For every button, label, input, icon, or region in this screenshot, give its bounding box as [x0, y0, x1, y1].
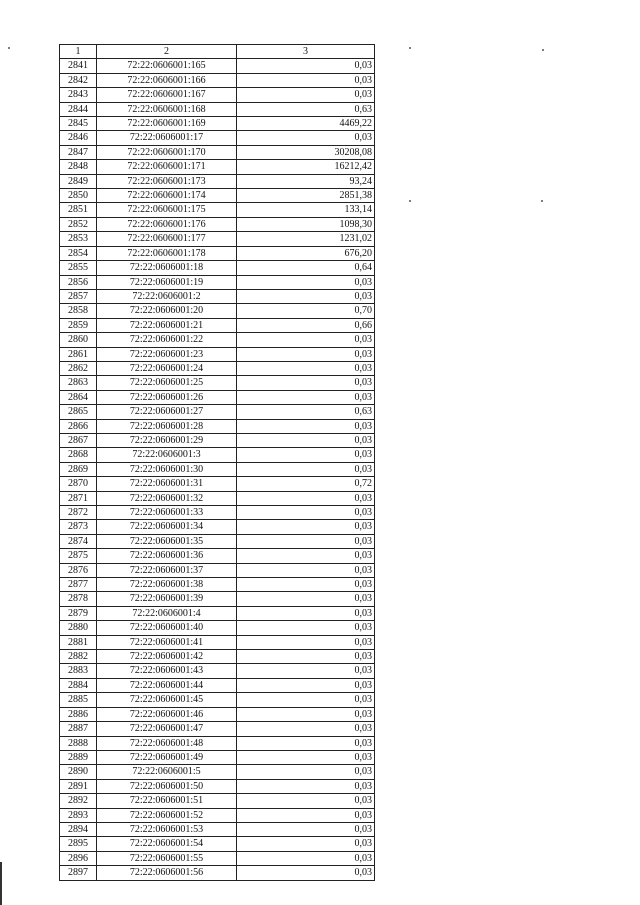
area-value: 0,03 [237, 491, 375, 505]
table-row [60, 693, 375, 707]
cadastral-number: 72:22:0606001:40 [97, 621, 237, 635]
cadastral-number: 72:22:0606001:53 [97, 822, 237, 836]
row-number: 2887 [60, 722, 97, 736]
cadastral-number: 72:22:0606001:176 [97, 217, 237, 231]
area-value: 0,63 [237, 102, 375, 116]
row-number: 2872 [60, 506, 97, 520]
table-row [60, 794, 375, 808]
table-row [60, 261, 375, 275]
row-number: 2883 [60, 664, 97, 678]
row-number: 2854 [60, 246, 97, 260]
area-value: 0,03 [237, 462, 375, 476]
row-number: 2857 [60, 289, 97, 303]
cadastral-number: 72:22:0606001:47 [97, 722, 237, 736]
header-row [60, 45, 375, 59]
table-row [60, 520, 375, 534]
scan-speck [541, 200, 543, 202]
scan-speck [409, 47, 411, 49]
area-value: 0,03 [237, 822, 375, 836]
row-number: 2894 [60, 822, 97, 836]
cadastral-number: 72:22:0606001:177 [97, 232, 237, 246]
cadastral-number: 72:22:0606001:42 [97, 650, 237, 664]
row-number: 2879 [60, 606, 97, 620]
row-number: 2858 [60, 304, 97, 318]
table-row [60, 102, 375, 116]
table-row [60, 837, 375, 851]
table-row [60, 88, 375, 102]
area-value: 0,03 [237, 592, 375, 606]
row-number: 2844 [60, 102, 97, 116]
area-value: 0,03 [237, 851, 375, 865]
row-number: 2881 [60, 635, 97, 649]
area-value: 0,03 [237, 448, 375, 462]
row-number: 2868 [60, 448, 97, 462]
scan-speck [542, 49, 544, 51]
area-value: 0,03 [237, 736, 375, 750]
cadastral-number: 72:22:0606001:17 [97, 131, 237, 145]
table-row [60, 822, 375, 836]
table-row [60, 808, 375, 822]
cadastral-number: 72:22:0606001:41 [97, 635, 237, 649]
cadastral-number: 72:22:0606001:23 [97, 347, 237, 361]
row-number: 2888 [60, 736, 97, 750]
area-value: 133,14 [237, 203, 375, 217]
area-value: 0,03 [237, 506, 375, 520]
table-row [60, 462, 375, 476]
row-number: 2850 [60, 189, 97, 203]
row-number: 2848 [60, 160, 97, 174]
table-row [60, 635, 375, 649]
cadastral-number: 72:22:0606001:5 [97, 765, 237, 779]
cadastral-number: 72:22:0606001:38 [97, 578, 237, 592]
area-value: 0,03 [237, 131, 375, 145]
cadastral-number: 72:22:0606001:29 [97, 433, 237, 447]
cadastral-number: 72:22:0606001:54 [97, 837, 237, 851]
table-row [60, 779, 375, 793]
header-col-2: 2 [97, 45, 237, 59]
area-value: 0,03 [237, 750, 375, 764]
area-value: 0,03 [237, 549, 375, 563]
cadastral-number: 72:22:0606001:3 [97, 448, 237, 462]
cadastral-number: 72:22:0606001:173 [97, 174, 237, 188]
table-row [60, 851, 375, 865]
area-value: 0,03 [237, 606, 375, 620]
area-value: 0,03 [237, 433, 375, 447]
row-number: 2865 [60, 405, 97, 419]
cadastral-number: 72:22:0606001:35 [97, 534, 237, 548]
area-value: 0,03 [237, 289, 375, 303]
cadastral-number: 72:22:0606001:21 [97, 318, 237, 332]
header-col-3: 3 [237, 45, 375, 59]
row-number: 2884 [60, 678, 97, 692]
row-number: 2880 [60, 621, 97, 635]
table-row [60, 405, 375, 419]
table-row [60, 621, 375, 635]
area-value: 0,03 [237, 707, 375, 721]
table-row [60, 750, 375, 764]
cadastral-number: 72:22:0606001:43 [97, 664, 237, 678]
area-value: 0,70 [237, 304, 375, 318]
cadastral-number: 72:22:0606001:25 [97, 376, 237, 390]
table-row [60, 145, 375, 159]
cadastral-number: 72:22:0606001:46 [97, 707, 237, 721]
row-number: 2855 [60, 261, 97, 275]
table-row [60, 433, 375, 447]
area-value: 0,03 [237, 794, 375, 808]
table-row [60, 707, 375, 721]
table-row [60, 650, 375, 664]
row-number: 2853 [60, 232, 97, 246]
area-value: 0,03 [237, 347, 375, 361]
table-row [60, 304, 375, 318]
row-number: 2862 [60, 361, 97, 375]
table-row [60, 578, 375, 592]
row-number: 2876 [60, 563, 97, 577]
area-value: 0,03 [237, 578, 375, 592]
area-value: 1098,30 [237, 217, 375, 231]
cadastral-number: 72:22:0606001:22 [97, 333, 237, 347]
area-value: 0,03 [237, 361, 375, 375]
table-row [60, 318, 375, 332]
table-row [60, 189, 375, 203]
cadastral-number: 72:22:0606001:18 [97, 261, 237, 275]
scan-speck [409, 200, 411, 202]
row-number: 2864 [60, 390, 97, 404]
cadastral-number: 72:22:0606001:169 [97, 117, 237, 131]
table-row [60, 376, 375, 390]
row-number: 2851 [60, 203, 97, 217]
cadastral-number: 72:22:0606001:31 [97, 477, 237, 491]
table-row [60, 289, 375, 303]
table-row [60, 174, 375, 188]
table-row [60, 347, 375, 361]
area-value: 93,24 [237, 174, 375, 188]
row-number: 2849 [60, 174, 97, 188]
area-value: 0,03 [237, 765, 375, 779]
row-number: 2859 [60, 318, 97, 332]
area-value: 0,03 [237, 419, 375, 433]
area-value: 1231,02 [237, 232, 375, 246]
cadastral-number: 72:22:0606001:44 [97, 678, 237, 692]
row-number: 2871 [60, 491, 97, 505]
cadastral-number: 72:22:0606001:170 [97, 145, 237, 159]
row-number: 2897 [60, 866, 97, 880]
table-row [60, 491, 375, 505]
cadastral-number: 72:22:0606001:4 [97, 606, 237, 620]
cadastral-number: 72:22:0606001:36 [97, 549, 237, 563]
area-value: 0,03 [237, 534, 375, 548]
row-number: 2852 [60, 217, 97, 231]
area-value: 0,03 [237, 520, 375, 534]
area-value: 0,03 [237, 808, 375, 822]
table-row [60, 606, 375, 620]
table-row [60, 160, 375, 174]
area-value: 0,03 [237, 650, 375, 664]
row-number: 2870 [60, 477, 97, 491]
area-value: 2851,38 [237, 189, 375, 203]
row-number: 2892 [60, 794, 97, 808]
row-number: 2891 [60, 779, 97, 793]
row-number: 2842 [60, 73, 97, 87]
cadastral-number: 72:22:0606001:52 [97, 808, 237, 822]
table-row [60, 678, 375, 692]
row-number: 2845 [60, 117, 97, 131]
scan-speck [8, 47, 10, 49]
table-row [60, 117, 375, 131]
cadastral-number: 72:22:0606001:165 [97, 59, 237, 73]
header-col-1: 1 [60, 45, 97, 59]
area-value: 0,03 [237, 275, 375, 289]
row-number: 2861 [60, 347, 97, 361]
row-number: 2841 [60, 59, 97, 73]
area-value: 0,64 [237, 261, 375, 275]
area-value: 0,63 [237, 405, 375, 419]
row-number: 2869 [60, 462, 97, 476]
cadastral-number: 72:22:0606001:166 [97, 73, 237, 87]
scan-edge-mark [0, 862, 2, 905]
table-row [60, 563, 375, 577]
area-value: 16212,42 [237, 160, 375, 174]
area-value: 30208,08 [237, 145, 375, 159]
row-number: 2860 [60, 333, 97, 347]
cadastral-number: 72:22:0606001:26 [97, 390, 237, 404]
cadastral-number: 72:22:0606001:34 [97, 520, 237, 534]
table-row [60, 390, 375, 404]
row-number: 2856 [60, 275, 97, 289]
row-number: 2847 [60, 145, 97, 159]
table-row [60, 506, 375, 520]
row-number: 2873 [60, 520, 97, 534]
table-row [60, 549, 375, 563]
table-row [60, 722, 375, 736]
cadastral-number: 72:22:0606001:19 [97, 275, 237, 289]
area-value: 0,03 [237, 693, 375, 707]
area-value: 0,03 [237, 722, 375, 736]
row-number: 2886 [60, 707, 97, 721]
area-value: 0,72 [237, 477, 375, 491]
table-row [60, 765, 375, 779]
cadastral-number: 72:22:0606001:174 [97, 189, 237, 203]
cadastral-number: 72:22:0606001:30 [97, 462, 237, 476]
row-number: 2874 [60, 534, 97, 548]
area-value: 0,03 [237, 59, 375, 73]
table-row [60, 73, 375, 87]
table-row [60, 736, 375, 750]
area-value: 4469,22 [237, 117, 375, 131]
table-row [60, 866, 375, 880]
table-row [60, 203, 375, 217]
cadastral-table [59, 44, 375, 881]
row-number: 2843 [60, 88, 97, 102]
table-row [60, 59, 375, 73]
table-row [60, 275, 375, 289]
table-row [60, 664, 375, 678]
table-row [60, 361, 375, 375]
row-number: 2882 [60, 650, 97, 664]
row-number: 2866 [60, 419, 97, 433]
area-value: 0,03 [237, 837, 375, 851]
area-value: 0,03 [237, 664, 375, 678]
cadastral-number: 72:22:0606001:55 [97, 851, 237, 865]
area-value: 0,03 [237, 635, 375, 649]
area-value: 0,03 [237, 333, 375, 347]
table-row [60, 448, 375, 462]
cadastral-number: 72:22:0606001:33 [97, 506, 237, 520]
table-row [60, 534, 375, 548]
cadastral-number: 72:22:0606001:56 [97, 866, 237, 880]
area-value: 0,03 [237, 73, 375, 87]
area-value: 0,03 [237, 678, 375, 692]
area-value: 0,03 [237, 779, 375, 793]
cadastral-number: 72:22:0606001:49 [97, 750, 237, 764]
area-value: 0,66 [237, 318, 375, 332]
table-row [60, 419, 375, 433]
area-value: 676,20 [237, 246, 375, 260]
area-value: 0,03 [237, 88, 375, 102]
cadastral-number: 72:22:0606001:50 [97, 779, 237, 793]
cadastral-number: 72:22:0606001:168 [97, 102, 237, 116]
cadastral-number: 72:22:0606001:48 [97, 736, 237, 750]
cadastral-number: 72:22:0606001:178 [97, 246, 237, 260]
area-value: 0,03 [237, 866, 375, 880]
cadastral-number: 72:22:0606001:37 [97, 563, 237, 577]
area-value: 0,03 [237, 390, 375, 404]
cadastral-number: 72:22:0606001:20 [97, 304, 237, 318]
row-number: 2889 [60, 750, 97, 764]
area-value: 0,03 [237, 621, 375, 635]
area-value: 0,03 [237, 563, 375, 577]
cadastral-number: 72:22:0606001:32 [97, 491, 237, 505]
row-number: 2875 [60, 549, 97, 563]
row-number: 2867 [60, 433, 97, 447]
area-value: 0,03 [237, 376, 375, 390]
row-number: 2846 [60, 131, 97, 145]
cadastral-number: 72:22:0606001:171 [97, 160, 237, 174]
table-row [60, 232, 375, 246]
table-row [60, 246, 375, 260]
row-number: 2896 [60, 851, 97, 865]
cadastral-number: 72:22:0606001:28 [97, 419, 237, 433]
cadastral-number: 72:22:0606001:2 [97, 289, 237, 303]
row-number: 2895 [60, 837, 97, 851]
cadastral-number: 72:22:0606001:45 [97, 693, 237, 707]
row-number: 2890 [60, 765, 97, 779]
row-number: 2878 [60, 592, 97, 606]
table-row [60, 477, 375, 491]
cadastral-number: 72:22:0606001:39 [97, 592, 237, 606]
row-number: 2863 [60, 376, 97, 390]
table-row [60, 131, 375, 145]
table-row [60, 333, 375, 347]
cadastral-number: 72:22:0606001:51 [97, 794, 237, 808]
cadastral-number: 72:22:0606001:175 [97, 203, 237, 217]
table-body [60, 59, 375, 880]
row-number: 2885 [60, 693, 97, 707]
table-row [60, 592, 375, 606]
cadastral-number: 72:22:0606001:27 [97, 405, 237, 419]
cadastral-number: 72:22:0606001:24 [97, 361, 237, 375]
row-number: 2877 [60, 578, 97, 592]
row-number: 2893 [60, 808, 97, 822]
cadastral-number: 72:22:0606001:167 [97, 88, 237, 102]
table-row [60, 217, 375, 231]
